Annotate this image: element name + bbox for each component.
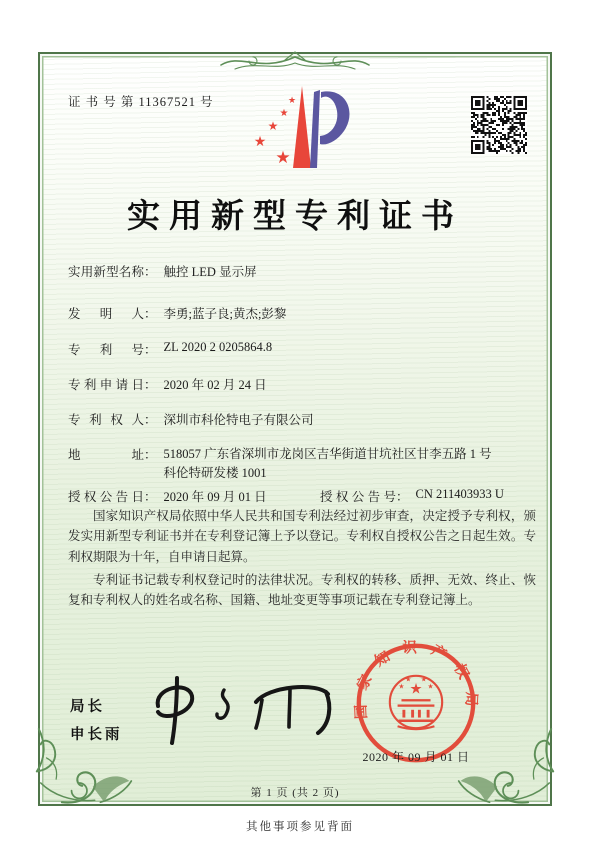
field-value: CN 211403933 U	[415, 487, 504, 501]
legal-paragraph: 专利证书记载专利权登记时的法律状况。专利权的转移、质押、无效、终止、恢复和专利权人的姓名或名称、国籍、地址变更等事项记载在专利登记簿上。	[68, 572, 536, 607]
svg-text:★: ★	[427, 682, 434, 691]
certificate-number: 证 书 号 第 11367521 号	[68, 95, 214, 109]
cnipa-logo-icon	[240, 78, 362, 190]
field-label: 发明人	[68, 307, 144, 321]
svg-text:★: ★	[420, 675, 427, 684]
field-value: 2020 年 02 月 24 日	[163, 378, 267, 392]
officer-title: 局长	[70, 699, 105, 715]
svg-text:★: ★	[279, 108, 289, 119]
field-row-name: 实用新型名称： 触控 LED 显示屏	[68, 262, 532, 280]
field-row-inventors: 发明人： 李勇;蓝子良;黄杰;彭黎	[68, 304, 532, 322]
field-label: 地址	[68, 448, 144, 462]
svg-text:★: ★	[398, 682, 405, 691]
certificate-title: 实用新型专利证书	[127, 199, 463, 235]
field-label: 专利号	[68, 343, 144, 357]
field-label: 授权公告日	[68, 490, 144, 504]
field-value: ZL 2020 2 0205864.8	[163, 340, 273, 354]
field-label: 实用新型名称	[68, 265, 144, 279]
back-side-note: 其他事项参见背面	[246, 821, 354, 833]
svg-text:★: ★	[405, 675, 412, 684]
field-row-patent-number: 专利号： ZL 2020 2 0205864.8	[68, 340, 273, 357]
field-row-grant: 授权公告日： 2020 年 09 月 01 日 授权公告号： CN 211403933 U	[68, 487, 504, 504]
grant-number-group: 授权公告号： CN 211403933 U	[320, 487, 504, 504]
field-value: 深圳市科伦特电子有限公司	[163, 413, 314, 427]
field-value: 李勇;蓝子良;黄杰;彭黎	[163, 307, 287, 321]
svg-text:★: ★	[287, 96, 297, 106]
field-value: 518057 广东省深圳市龙岗区吉华街道甘坑社区甘李五路 1 号科伦特研发楼 1001	[163, 447, 492, 480]
svg-text:国家知识产权局	[353, 640, 479, 719]
qr-code	[471, 96, 527, 154]
signature-icon	[132, 672, 347, 746]
field-row-filing-date: 专利申请日： 2020 年 02 月 24 日	[68, 375, 532, 393]
officer-name: 申长雨	[70, 727, 123, 743]
svg-text:★: ★	[409, 681, 423, 698]
svg-text:★: ★	[253, 134, 267, 150]
seal-date: 2020 年 09 月 01 日	[362, 750, 470, 764]
page-number: 第 1 页 (共 2 页)	[250, 787, 340, 799]
svg-text:★: ★	[275, 148, 291, 168]
field-label: 专利申请日	[68, 378, 144, 392]
certificate-frame	[38, 52, 552, 806]
field-value: 2020 年 09 月 01 日	[163, 490, 267, 504]
field-row-patentee: 专利权人： 深圳市科伦特电子有限公司	[68, 410, 532, 428]
seal-agency-text: 国家知识产权局	[353, 640, 479, 720]
svg-text:★: ★	[267, 119, 279, 133]
field-label: 专利权人	[68, 413, 144, 427]
top-border-ornament-icon	[215, 47, 375, 79]
field-label: 授权公告号	[320, 490, 396, 504]
national-emblem-icon	[390, 676, 442, 729]
legal-paragraphs	[68, 506, 536, 613]
legal-paragraph: 国家知识产权局依照中华人民共和国专利法经过初步审查，决定授予专利权，颁发实用新型专利证书并在专利登记簿上予以登记。专利权自授权公告之日起生效。专利权期限为十年，自申请日起算。	[68, 509, 536, 564]
field-row-address: 地址： 518057 广东省深圳市龙岗区吉华街道甘坑社区甘李五路 1 号科伦特研发楼 1001	[68, 445, 532, 483]
field-value: 触控 LED 显示屏	[163, 265, 257, 279]
